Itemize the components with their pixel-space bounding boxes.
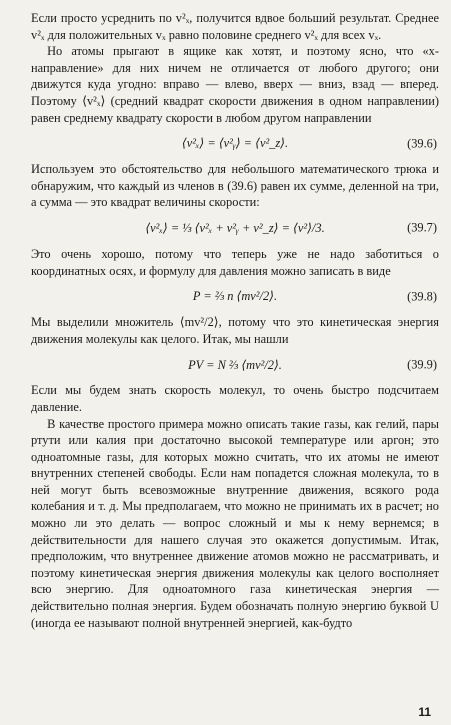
paragraph-6: Если мы будем знать скорость молекул, то очень быстро подсчитаем давление.: [31, 383, 439, 414]
paragraph-3: Используем это обстоятельство для небольшого математического трюка и обнаружим, что каждый из членов в (39.6) равен их сумме, деленной на три, а сумма — это квадрат величины скорости:: [31, 162, 439, 210]
equation-39-6-body: ⟨v²ₓ⟩ = ⟨v²ᵧ⟩ = ⟨v²_z⟩.: [181, 136, 289, 151]
equation-39-8: [31, 282, 439, 311]
paragraph-4: Это очень хорошо, потому что теперь уже не надо заботиться о координатных осях, и формулу для давления можно записать в виде: [31, 246, 439, 278]
paragraph-5: Мы выделили множитель ⟨mv²/2⟩, потому что это кинетическая энергия движения молекулы как целого. Итак, мы нашли: [31, 315, 439, 346]
paragraph-2: Но атомы прыгают в ящике как хотят, и поэтому ясно, что «x-направление» для них ничем не отличается от любого другого; они движутся куда угодно: вправо — влево, вверх — вниз, взад — вперед. Поэтому ⟨v²ₓ⟩ (средний квадрат скорости движения в одном направлении) равен среднему квадрату скорости в любом другом направлении: [31, 44, 439, 125]
equation-39-9-body: PV = N ⅔ ⟨mv²/2⟩.: [188, 357, 282, 372]
paragraph-7: В качестве простого примера можно описать такие газы, как гелий, пары ртути или калия при достаточно высокой температуре или аргон; это одноатомные газы, для которых можно считать, что их атомы не имеют внутренних степеней свободы. Если нам попадется сложная молекула, то в ней могут быть всевозможные внутренние движения, всякого рода колебания и т. д. Мы предполагаем, что можно не принимать их в расчет; но можно ли это делать — вопрос сложный и мы к нему вернемся; в действительности для нашего случая это окажется допустимым. Итак, предположим, что внутреннее движение атомов можно не рассматривать, и поэтому кинетическая энергия движения молекулы как целого восполняет всю энергию. Для одноатомного газа кинетическая энергия — действительно полная энергия. Будем обозначать полную энергию буквой U (иногда ее называют полной внутренней энергией, как-будто: [31, 416, 439, 630]
equation-39-8-number: (39.8): [407, 289, 437, 304]
page-number: 11: [418, 705, 431, 720]
equation-39-7-body: ⟨v²ₓ⟩ = ⅓ ⟨v²ₓ + v²ᵧ + v²_z⟩ = ⟨v²⟩/3.: [145, 221, 325, 236]
equation-39-7: [31, 214, 439, 243]
equation-39-8-body: P = ⅔ n ⟨mv²/2⟩.: [192, 289, 278, 304]
equation-39-9-number: (39.9): [407, 357, 437, 372]
equation-39-6-number: (39.6): [407, 136, 437, 151]
paragraph-1: Если просто усреднить по v²ₓ, получится вдвое больший результат. Среднее v²ₓ для положительных vₓ равно половине среднего v²ₓ для всех vₓ.: [31, 11, 439, 42]
equation-39-6: [31, 129, 439, 158]
equation-39-7-number: (39.7): [407, 221, 437, 236]
equation-39-9: [31, 350, 439, 379]
